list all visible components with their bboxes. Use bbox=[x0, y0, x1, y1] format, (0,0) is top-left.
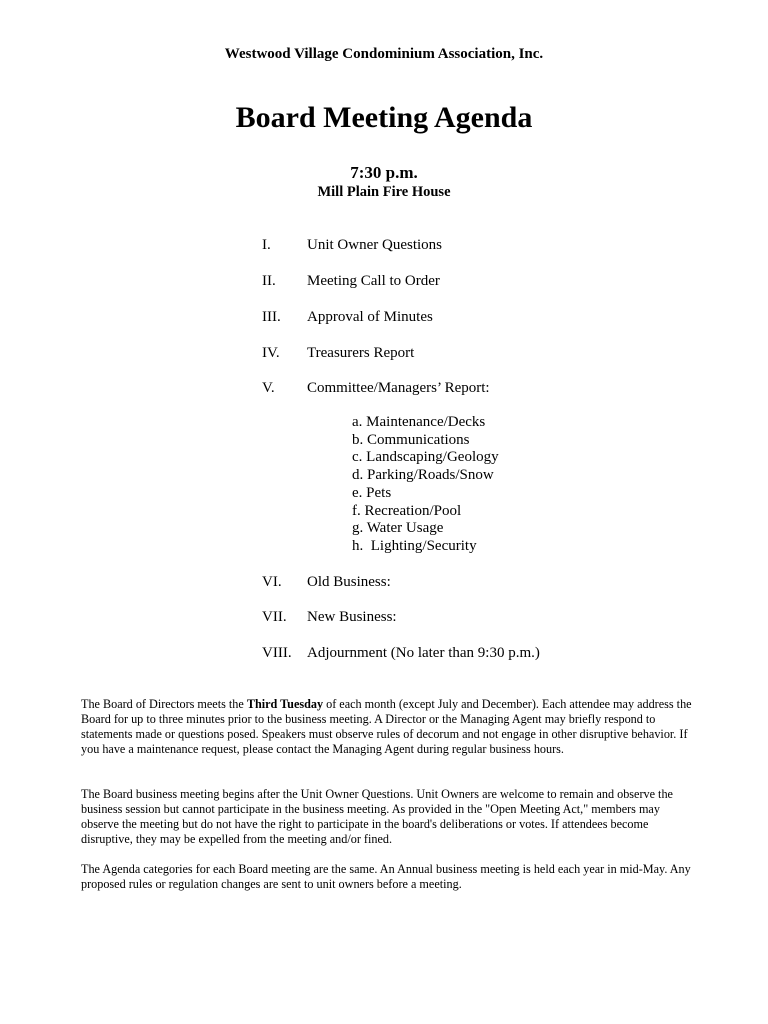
document-title: Board Meeting Agenda bbox=[235, 101, 533, 134]
sub-item: d. Parking/Roads/Snow bbox=[352, 467, 494, 484]
paragraph-text: The Board of Directors meets the bbox=[81, 697, 247, 711]
agenda-item-label: Unit Owner Questions bbox=[307, 237, 442, 253]
agenda-item-number: VI. bbox=[262, 574, 282, 590]
agenda-item-number: IV. bbox=[262, 345, 280, 361]
agenda-item-label: Committee/Managers’ Report: bbox=[307, 380, 490, 396]
paragraph-text: of each month (except July and December). Each attendee may address the Board for up to three minutes prior to the business meeting. A Director or the Managing Agent may briefly respond to statements made or questions posed. Speakers must observe rules of decorum and not engage in other disruptive behavior. If you have a maintenance request, please contact the Managing Agent during regular business hours. bbox=[81, 697, 692, 756]
sub-item: a. Maintenance/Decks bbox=[352, 414, 486, 430]
agenda-categories-paragraph: The Agenda categories for each Board meeting are the same. An Annual business meeting is held each year in mid-May. Any proposed rules or regulation changes are sent to unit owners before a meeting. bbox=[81, 862, 691, 891]
business-meeting-paragraph: The Board business meeting begins after the Unit Owner Questions. Unit Owners are welcome to remain and observe the business session but cannot participate in the business meeting. As provided in the "Open Meeting Act," members may observe the meeting but do not have the right to participate in the board's deliberations or votes. If attendees become disruptive, they may be expelled from the meeting and/or fined. bbox=[81, 787, 673, 846]
sub-item: e. Pets bbox=[352, 484, 392, 501]
meeting-day-emphasis: Third Tuesday bbox=[246, 697, 324, 711]
agenda-item-number: I. bbox=[262, 237, 271, 253]
committee-report-sub-list bbox=[352, 414, 499, 556]
agenda-item-label: New Business: bbox=[307, 609, 397, 625]
meeting-location: Mill Plain Fire House bbox=[317, 184, 451, 200]
sub-item: f. Recreation/Pool bbox=[352, 502, 462, 519]
agenda-item-number: VII. bbox=[262, 609, 287, 625]
sub-item: c. Landscaping/Geology bbox=[352, 449, 499, 466]
meeting-schedule-paragraph bbox=[81, 697, 693, 757]
agenda-item-label: Adjournment (No later than 9:30 p.m.) bbox=[307, 645, 540, 661]
sub-item: b. Communications bbox=[352, 431, 470, 448]
agenda-item-number: II. bbox=[262, 273, 276, 289]
agenda-item-label: Old Business: bbox=[307, 574, 391, 590]
sub-item: h. Lighting/Security bbox=[352, 537, 477, 554]
agenda-item-number: III. bbox=[262, 309, 281, 325]
agenda-item-label: Meeting Call to Order bbox=[307, 273, 440, 289]
sub-item: g. Water Usage bbox=[352, 520, 444, 537]
agenda-item-number: VIII. bbox=[262, 645, 292, 661]
meeting-time: 7:30 p.m. bbox=[350, 163, 418, 182]
agenda-item-label: Treasurers Report bbox=[307, 345, 415, 361]
agenda-item-number: V. bbox=[262, 380, 275, 396]
organization-name: Westwood Village Condominium Association, Inc. bbox=[224, 46, 544, 62]
agenda-item-label: Approval of Minutes bbox=[307, 309, 433, 325]
